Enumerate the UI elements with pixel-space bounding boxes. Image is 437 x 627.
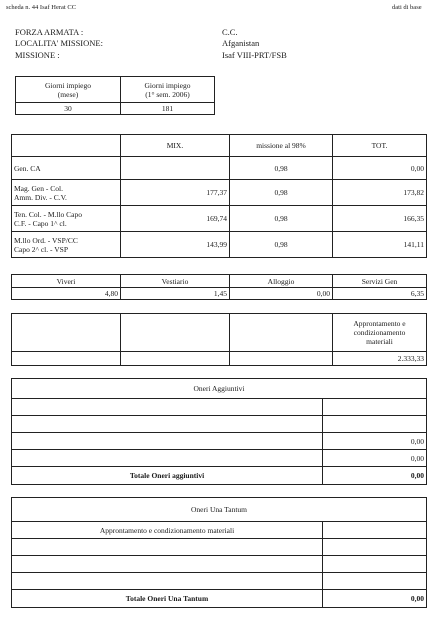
oneri-una-tantum-total: 0,00 xyxy=(323,590,427,608)
approntamento-value: 2.333,33 xyxy=(333,352,427,366)
row-label: Ten. Col. - M.llo Capo C.F. - Capo 1^ cl. xyxy=(12,206,121,232)
oneri-una-tantum-subheader: Approntamento e condizionamento materiali xyxy=(12,522,323,539)
oneri-row-empty xyxy=(12,450,323,467)
oneri-una-tantum-total-label: Totale Oneri Una Tantum xyxy=(12,590,323,608)
oneri-aggiuntivi-title: Oneri Aggiuntivi xyxy=(12,379,427,399)
row-label: M.llo Ord. - VSP/CC Capo 2^ cl. - VSP xyxy=(12,232,121,258)
row-label: Mag. Gen - Col. Amm. Div. - C.V. xyxy=(12,180,121,206)
main-header-mix: MIX. xyxy=(121,135,230,157)
servizi-value-vestiario: 1,45 xyxy=(121,288,230,300)
servizi-value-viveri: 4,80 xyxy=(12,288,121,300)
oneri-una-tantum-row xyxy=(12,573,323,590)
sheet-id: scheda n. 44 Isaf Herat CC xyxy=(6,4,77,11)
oneri-una-tantum-row-value xyxy=(323,539,427,556)
oneri-row-value: 0,00 xyxy=(323,450,427,467)
oneri-row-empty xyxy=(12,399,323,416)
oneri-row-empty-value xyxy=(323,416,427,433)
main-table xyxy=(11,134,427,258)
approntamento-table xyxy=(11,313,427,366)
row-pct: 0,98 xyxy=(230,157,333,180)
servizi-value-servizi: 6,35 xyxy=(333,288,427,300)
servizi-table xyxy=(11,274,427,300)
main-header-pct: missione al 98% xyxy=(230,135,333,157)
servizi-header-servizi: Servizi Gen xyxy=(333,275,427,288)
giorni-value-mese: 30 xyxy=(16,103,121,115)
approntamento-empty-1 xyxy=(12,314,121,352)
approntamento-empty-3 xyxy=(230,314,333,352)
row-pct: 0,98 xyxy=(230,206,333,232)
table-row xyxy=(12,206,427,232)
row-mix: 169,74 xyxy=(121,206,230,232)
row-pct: 0,98 xyxy=(230,180,333,206)
row-pct: 0,98 xyxy=(230,232,333,258)
oneri-una-tantum-title: Oneri Una Tantum xyxy=(12,498,427,522)
servizi-value-alloggio: 0,00 xyxy=(230,288,333,300)
oneri-una-tantum-row-value xyxy=(323,573,427,590)
approntamento-empty-2 xyxy=(121,314,230,352)
approntamento-header: Approntamento e condizionamento materiali xyxy=(333,314,427,352)
row-tot: 141,11 xyxy=(333,232,427,258)
approntamento-empty-5 xyxy=(121,352,230,366)
oneri-aggiuntivi-total-label: Totale Oneri aggiuntivi xyxy=(12,467,323,485)
row-tot: 0,00 xyxy=(333,157,427,180)
main-header-empty xyxy=(12,135,121,157)
info-label-localita: LOCALITA' MISSIONE: xyxy=(15,38,103,48)
servizi-header-alloggio: Alloggio xyxy=(230,275,333,288)
oneri-row-empty xyxy=(12,433,323,450)
row-tot: 166,35 xyxy=(333,206,427,232)
oneri-row-empty xyxy=(12,416,323,433)
approntamento-empty-6 xyxy=(230,352,333,366)
table-row xyxy=(12,232,427,258)
giorni-table xyxy=(15,76,215,115)
servizi-header-vestiario: Vestiario xyxy=(121,275,230,288)
info-value-localita: Afganistan xyxy=(222,38,260,48)
row-label: Gen. CA xyxy=(12,157,121,180)
table-row xyxy=(12,180,427,206)
oneri-row-value: 0,00 xyxy=(323,433,427,450)
giorni-col2-header: Giorni impiego (1° sem. 2006) xyxy=(121,77,215,103)
oneri-una-tantum-table xyxy=(11,497,427,608)
main-header-tot: TOT. xyxy=(333,135,427,157)
row-mix: 143,99 xyxy=(121,232,230,258)
info-label-forza: FORZA ARMATA : xyxy=(15,27,84,37)
giorni-col1-header: Giorni impiego (mese) xyxy=(16,77,121,103)
oneri-aggiuntivi-total: 0,00 xyxy=(323,467,427,485)
oneri-una-tantum-row-value xyxy=(323,556,427,573)
oneri-row-empty-value xyxy=(323,399,427,416)
table-row xyxy=(12,157,427,180)
giorni-value-sem: 181 xyxy=(121,103,215,115)
oneri-aggiuntivi-table xyxy=(11,378,427,485)
oneri-una-tantum-row xyxy=(12,539,323,556)
oneri-una-tantum-row xyxy=(12,556,323,573)
info-label-missione: MISSIONE : xyxy=(15,50,60,60)
info-value-forza: C.C. xyxy=(222,27,238,37)
row-mix: 177,37 xyxy=(121,180,230,206)
row-tot: 173,82 xyxy=(333,180,427,206)
sheet-type: dati di base xyxy=(392,4,422,11)
row-mix xyxy=(121,157,230,180)
info-value-missione: Isaf VIII-PRT/FSB xyxy=(222,50,287,60)
approntamento-empty-4 xyxy=(12,352,121,366)
oneri-una-tantum-empty xyxy=(323,522,427,539)
servizi-header-viveri: Viveri xyxy=(12,275,121,288)
